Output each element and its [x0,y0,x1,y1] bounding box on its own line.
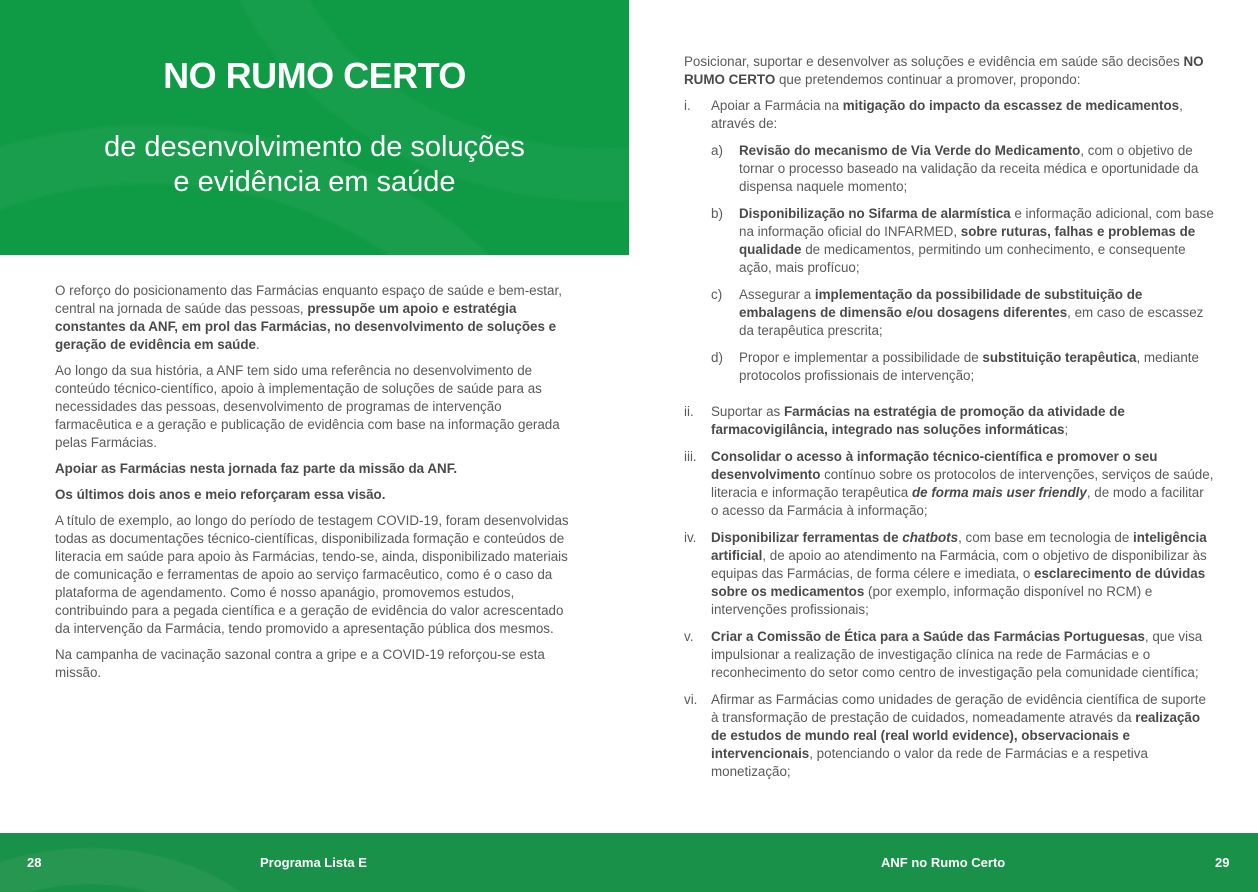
list-item [684,691,1214,781]
text-run: Posicionar, suportar e desenvolver as soluções e evidência em saúde são decisões [684,54,1184,69]
body-paragraph [55,646,577,682]
text-run: (por exemplo, informação disponível no RCM) e intervenções profissionais; [711,584,1153,617]
list-item-text [711,97,1214,133]
list-item-body [711,529,1214,619]
text-run: , potenciando o valor da rede de Farmácias e a respetiva monetização; [711,746,1148,779]
list-item [684,529,1214,619]
bold-text-run: sobre ruturas, falhas e problemas de qualidade [739,224,1196,257]
text-run: contínuo sobre os protocolos de intervenções, serviços de saúde, literacia e informação terapêutica [711,467,1214,500]
list-item-body [711,448,1214,520]
body-paragraph [55,460,577,478]
sub-list-item [711,286,1214,340]
footer-bar [0,833,1258,892]
list-numeral: iii. [684,449,697,464]
text-run: de medicamentos, permitindo um conhecimento, e consequente ação, mais profícuo; [739,242,1186,275]
right-body-text [684,53,1214,790]
list-item-text [711,529,1214,619]
sub-list-text [739,349,1214,385]
bold-text-run: implementação da possibilidade de substituição de embalagens de dimensão e/ou dosagens diferentes [739,287,1143,320]
text-run: . [255,337,260,352]
left-section-title: Programa Lista E [260,855,367,870]
page-subtitle [0,130,629,200]
list-numeral: i. [684,98,691,113]
text-run: , mediante protocolos profissionais de intervenção; [739,350,1199,383]
bold-text-run: esclarecimento de dúvidas sobre os medicamentos [711,566,1206,599]
bold-text-run: realização de estudos de mundo real (real world evidence), observacionais e intervencionais [711,710,1201,761]
bold-text-run: Farmácias na estratégia de promoção da atividade de farmacovigilância, integrado nas soluções informáticas [711,404,1125,437]
list-item-body [711,628,1214,682]
bold-text-run: NO RUMO CERTO [684,54,1204,87]
bold-text-run: substituição terapêutica [982,350,1137,365]
sub-list-text [739,142,1214,196]
left-page-number: 28 [27,855,42,870]
list-item-text [711,691,1214,781]
text-run: Suportar as [711,404,784,419]
list-item-text [711,403,1214,439]
sub-list-item [711,205,1214,277]
sub-list-letter: c) [711,287,723,302]
list-item [684,97,1214,394]
sub-list-text [739,205,1214,277]
sub-list [711,142,1214,385]
text-run: , com o objetivo de tornar o processo baseado na validação da receita médica e oportunidade da dispensa naquele momento; [739,143,1199,194]
proposals-list [684,97,1214,781]
bold-text-run: Consolidar o acesso à informação técnico-científica e promover o seu desenvolvimento [711,449,1158,482]
sub-list-letter: a) [711,143,723,158]
text-run: Na campanha de vacinação sazonal contra a gripe e a COVID-19 reforçou-se esta missão. [55,647,545,680]
text-run: , de modo a facilitar o acesso da Farmácia à informação; [711,485,1204,518]
text-run: O reforço do posicionamento das Farmácias enquanto espaço de saúde e bem-estar, central na jornada de saúde das pessoas, [55,283,562,316]
list-item [684,403,1214,439]
list-item-body [711,403,1214,439]
subtitle-line-2: e evidência em saúde [173,166,456,198]
text-run: , que visa impulsionar a realização de investigação clínica na rede de Farmácias e o reconhecimento do setor como centro de investigação pela comunidade científica; [711,629,1203,680]
intro-paragraph [684,53,1214,89]
text-run: , através de: [711,98,1183,131]
bold-text-run: Disponibilização no Sifarma de alarmística [739,206,1011,221]
text-run: Afirmar as Farmácias como unidades de geração de evidência científica de suporte à transformação de prestação de cuidados, nomeadamente através da [711,692,1206,725]
text-run: Apoiar a Farmácia na [711,98,843,113]
text-run: , com base em tecnologia de [958,530,1133,545]
text-run: Assegurar a [739,287,815,302]
bold-text-run: Revisão do mecanismo de Via Verde do Medicamento [739,143,1081,158]
list-item-text [711,448,1214,520]
right-section-title: ANF no Rumo Certo [881,855,1006,870]
body-paragraph [55,512,577,638]
page-title: NO RUMO CERTO [163,55,466,96]
sub-list-item [711,142,1214,196]
bold-text-run: chatbots [902,530,959,545]
text-run: que pretendemos continuar a promover, propondo: [775,72,1081,87]
left-body-text [55,282,577,690]
subtitle-line-1: de desenvolvimento de soluções [104,131,525,163]
text-run: , de apoio ao atendimento na Farmácia, com o objetivo de disponibilizar às equipas das Farmácias, de forma célere e imediata, o [711,548,1207,581]
list-numeral: ii. [684,404,694,419]
text-run: , em caso de escassez da terapêutica prescrita; [739,305,1204,338]
bold-text-run: pressupõe um apoio e estratégia constantes da ANF, em prol das Farmácias, no desenvolvimento de soluções e geração de evidência em saúde [55,301,557,352]
list-item [684,448,1214,520]
bold-text-run: Disponibilizar ferramentas de [711,530,903,545]
text-run: Propor e implementar a possibilidade de [739,350,983,365]
list-item-text [711,628,1214,682]
sub-list-letter: b) [711,206,723,221]
text-run: e informação adicional, com base na informação oficial do INFARMED, [739,206,1214,239]
body-paragraph [55,282,577,354]
sub-list-letter: d) [711,350,723,365]
body-paragraph [55,486,577,504]
list-numeral: v. [684,629,694,644]
bold-text-run: de forma mais user friendly [911,485,1087,500]
bold-text-run: Apoiar as Farmácias nesta jornada faz parte da missão da ANF. [55,461,458,476]
list-item-body [711,691,1214,781]
list-numeral: vi. [684,692,698,707]
sub-list-text [739,286,1214,340]
bold-text-run: mitigação do impacto da escassez de medicamentos [842,98,1180,113]
right-page-number: 29 [1215,855,1230,870]
text-run: Ao longo da sua história, a ANF tem sido uma referência no desenvolvimento de conteúdo técnico-científico, apoio à implementação de soluções de saúde para as necessidades das pessoas, desenvolvimento de programas de intervenção farmacêutica e a geração e publicação de evidência com base na informação gerada pelas Farmácias. [55,363,560,450]
sub-list-item [711,349,1214,385]
text-run: A título de exemplo, ao longo do período de testagem COVID-19, foram desenvolvidas todas as documentações técnico-científicas, disponibilizada formação e conteúdos de literacia em saúde para apoio às Farmácias, tendo-se, ainda, disponibilizado materiais de comunicação e ferramentas de apoio ao serviço farmacêutico, como é o caso da plataforma de agendamento. Como é nosso apanágio, promovemos estudos, contribuindo para a pegada científica e a geração de evidência do valor acrescentado da intervenção da Farmácia, tendo promovido a apresentação pública dos mesmos. [55,513,569,636]
title-banner [0,0,629,255]
list-numeral: iv. [684,530,697,545]
bold-text-run: inteligência artificial [711,530,1207,563]
bold-text-run: Os últimos dois anos e meio reforçaram essa visão. [55,487,386,502]
body-paragraph [55,362,577,452]
text-run: ; [1064,422,1069,437]
list-item-body [711,97,1214,394]
bold-text-run: Criar a Comissão de Ética para a Saúde das Farmácias Portuguesas [711,629,1145,644]
list-item [684,628,1214,682]
